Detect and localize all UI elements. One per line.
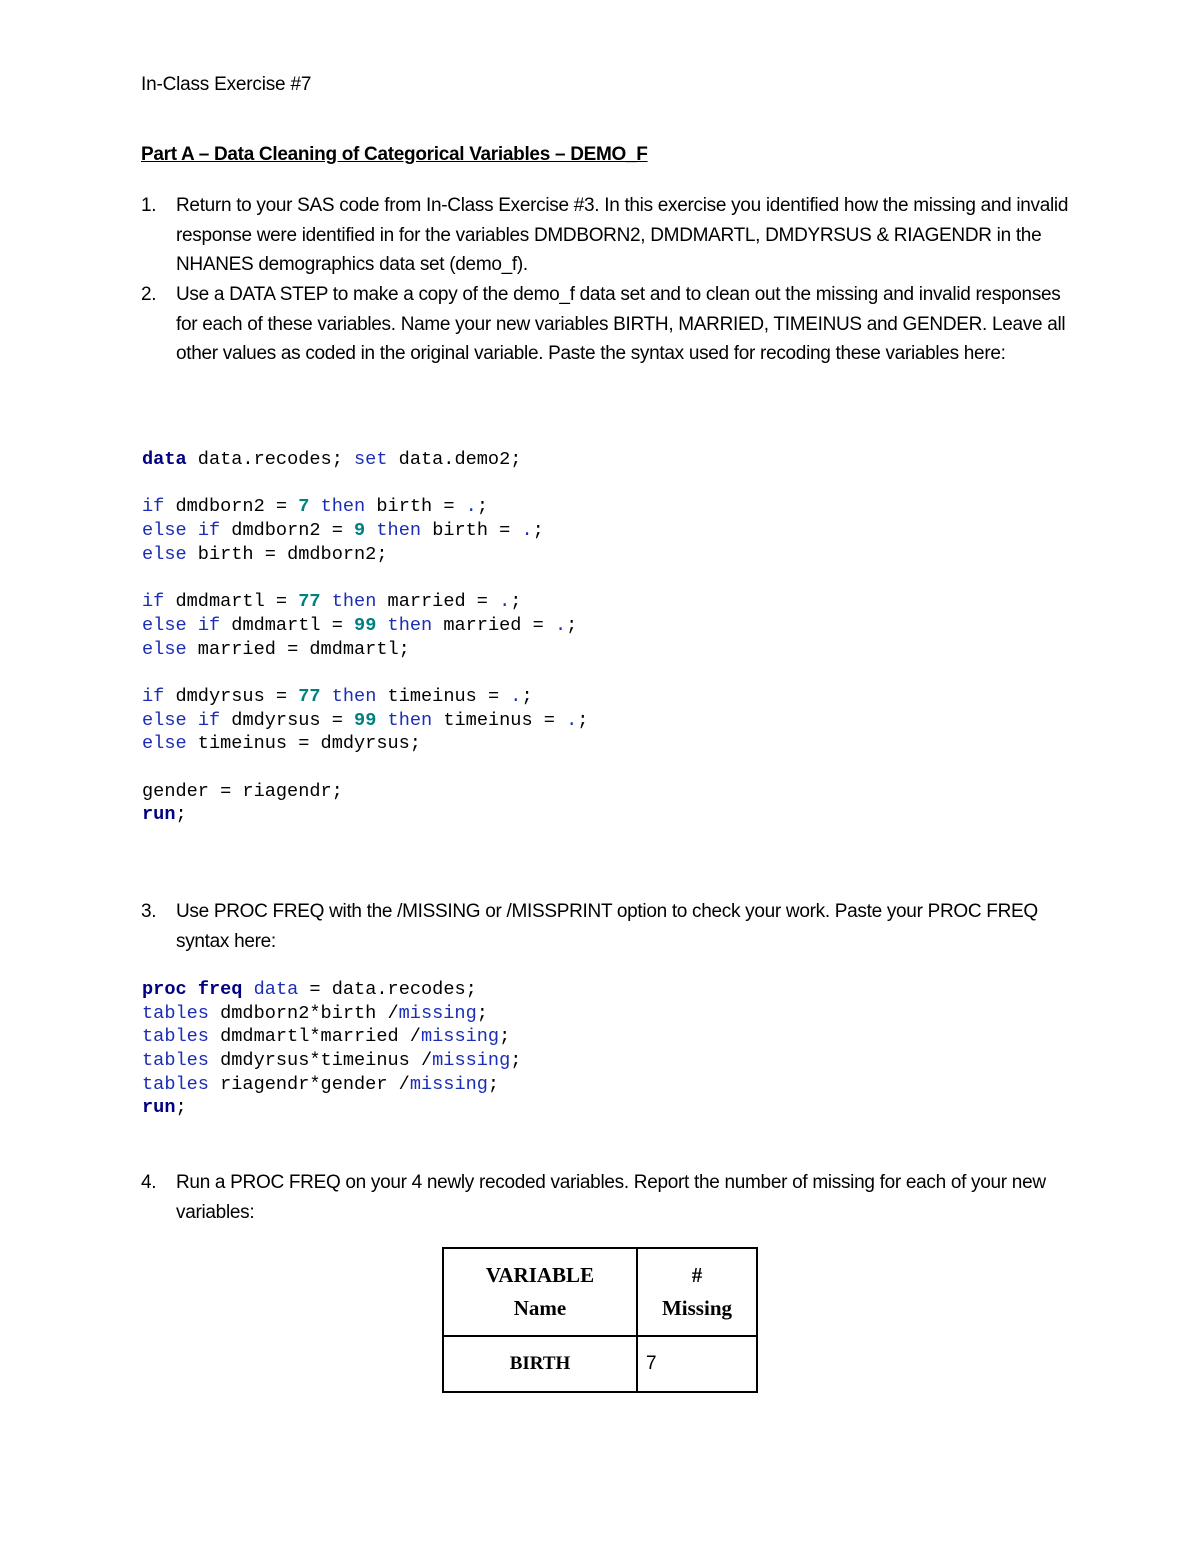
code-line: else married = dmdmartl;	[142, 638, 410, 660]
code-line: tables dmdborn2*birth /missing;	[142, 1002, 488, 1024]
code-line: tables dmdmartl*married /missing;	[142, 1026, 511, 1048]
code-line: tables riagendr*gender /missing;	[142, 1073, 500, 1095]
question-number: 3.	[141, 901, 157, 922]
code-line: data data.recodes; set data.demo2;	[142, 449, 522, 470]
header-missing-count	[637, 1248, 757, 1336]
header-variable-name	[443, 1248, 637, 1336]
header-variable-name-label: VARIABLE Name	[485, 1263, 595, 1320]
code-line: else if dmdyrsus = 99 then timeinus = .;	[142, 709, 589, 731]
code-line: if dmdyrsus = 77 then timeinus = .;	[142, 685, 533, 707]
code-line	[142, 472, 588, 496]
question-number: 1.	[141, 195, 157, 216]
header-missing-count-label: # Missing	[661, 1263, 732, 1320]
question-3	[141, 897, 1071, 956]
code-line: proc freq data = data.recodes;	[142, 979, 477, 1000]
question-text: Use PROC FREQ with the /MISSING or /MISSPRINT option to check your work. Paste your PROC FREQ syntax here:	[176, 901, 1038, 952]
variable-name-cell: BIRTH	[443, 1336, 637, 1392]
code-line: else birth = dmdborn2;	[142, 543, 388, 565]
question-text: Return to your SAS code from In-Class Exercise #3. In this exercise you identified how the missing and invalid response were identified in for the variables DMDBORN2, DMDMARTL, DMDYRSUS & RIAGENDR in the NHANES demographics data set (demo_f).	[176, 195, 1069, 275]
code-line: else if dmdmartl = 99 then married = .;	[142, 614, 578, 636]
code-line	[142, 756, 588, 780]
code-line: tables dmdyrsus*timeinus /missing;	[142, 1050, 522, 1072]
code-line: if dmdborn2 = 7 then birth = .;	[142, 496, 488, 518]
question-2	[141, 280, 1071, 369]
table-row	[443, 1336, 757, 1392]
question-text: Run a PROC FREQ on your 4 newly recoded variables. Report the number of missing for each of your new variables:	[176, 1172, 1046, 1223]
code-line: gender = riagendr;	[142, 780, 343, 802]
code-line: run;	[142, 1097, 187, 1119]
question-text: Use a DATA STEP to make a copy of the demo_f data set and to clean out the missing and invalid responses for each of these variables. Name your new variables BIRTH, MARRIED, TIMEINUS and GENDER. Leave all other values as coded in the original variable. Paste the syntax used for recoding these variables here:	[176, 284, 1066, 364]
code-line: if dmdmartl = 77 then married = .;	[142, 591, 522, 613]
code-line	[142, 661, 588, 685]
code-line: else timeinus = dmdyrsus;	[142, 733, 421, 755]
missing-count-cell: 7	[637, 1336, 757, 1392]
table-header-row	[443, 1248, 757, 1336]
code-line	[142, 566, 588, 590]
question-1	[141, 191, 1071, 280]
part-a-title: Part A – Data Cleaning of Categorical Variables – DEMO_F	[141, 144, 648, 165]
proc-freq-code	[142, 978, 521, 1120]
question-4	[141, 1168, 1071, 1227]
code-line: run;	[142, 804, 187, 826]
code-line: else if dmdborn2 = 9 then birth = .;	[142, 520, 544, 542]
document-header: In-Class Exercise #7	[141, 74, 312, 95]
data-step-code	[142, 448, 588, 827]
missing-counts-table	[442, 1247, 758, 1393]
question-number: 2.	[141, 284, 157, 305]
question-number: 4.	[141, 1172, 157, 1193]
